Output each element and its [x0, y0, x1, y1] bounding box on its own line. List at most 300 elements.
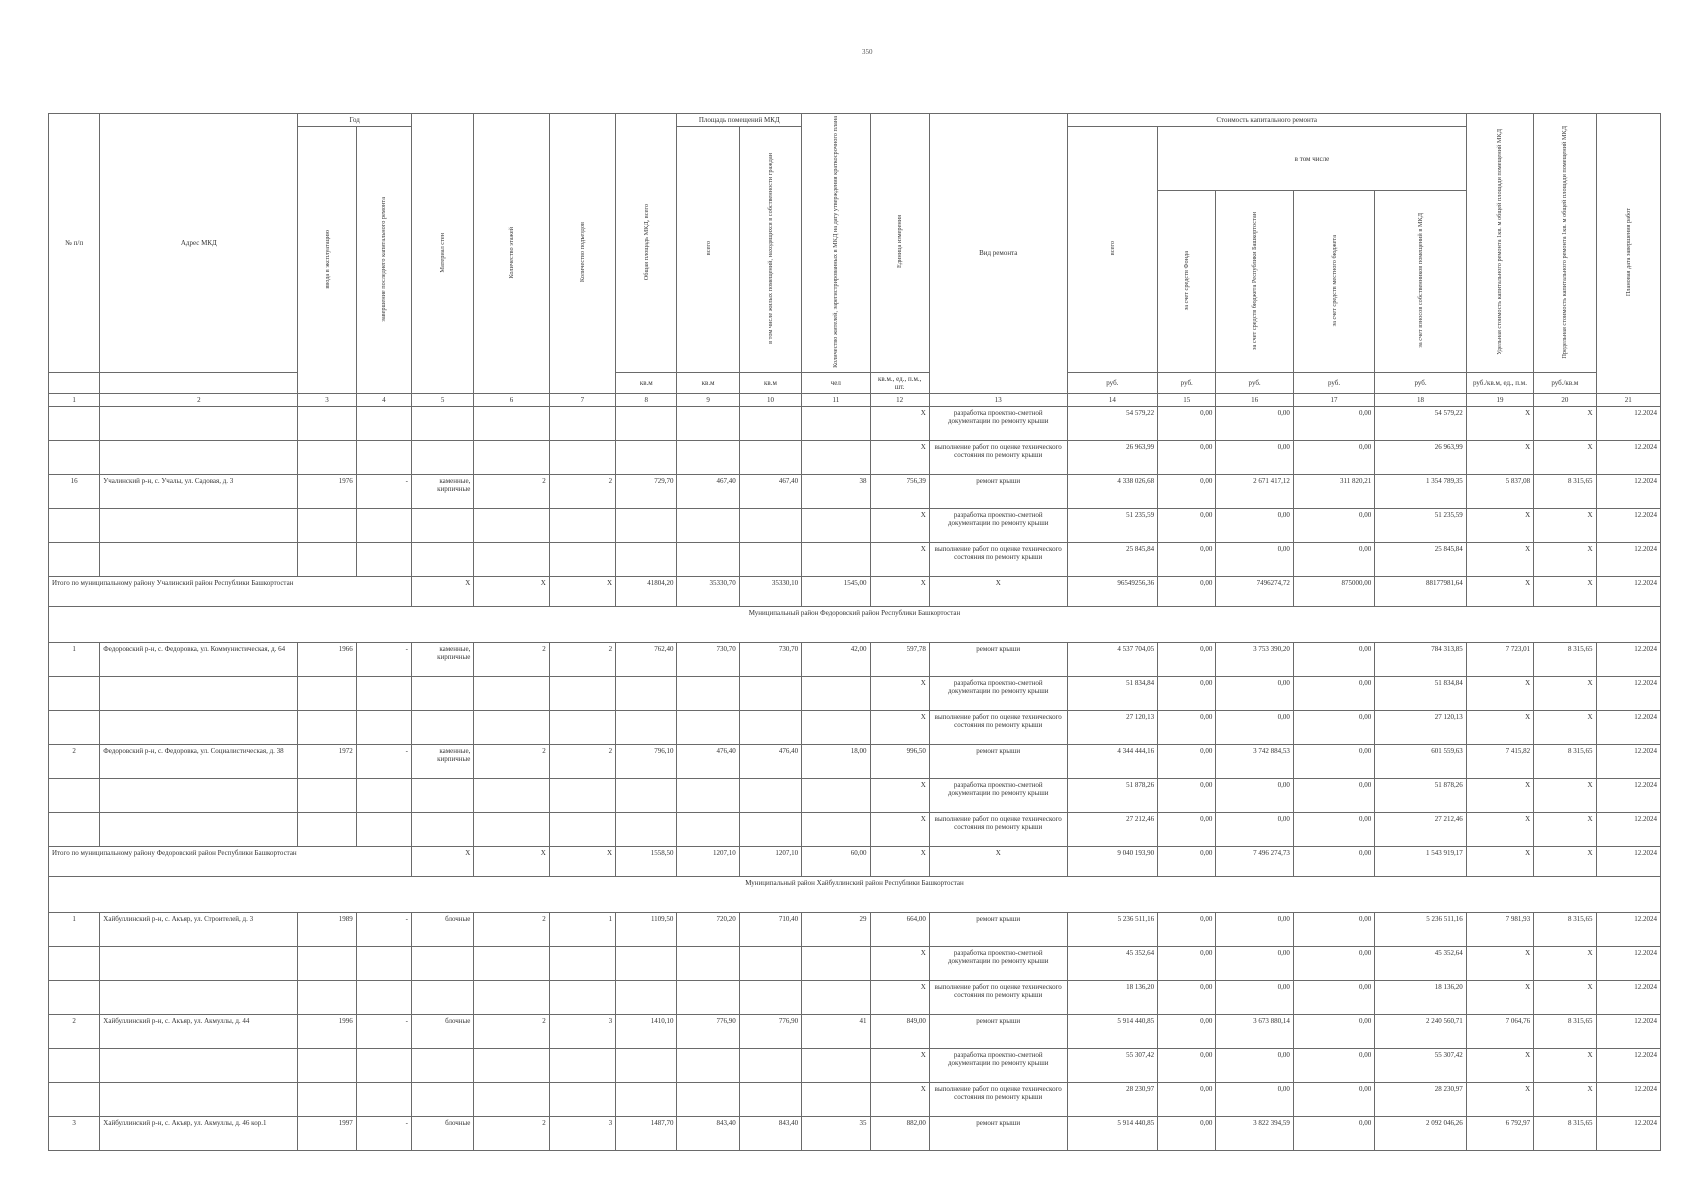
table-row [49, 912, 1661, 946]
row-address [100, 406, 298, 440]
row-residents [802, 1048, 870, 1082]
row-c20: X [1534, 508, 1596, 542]
row-c17: 0,00 [1293, 812, 1374, 846]
row-c18: 784 313,85 [1375, 642, 1467, 676]
row-entrances [549, 812, 615, 846]
row-area-total: 476,40 [677, 744, 739, 778]
row-c19: 7 723,01 [1466, 642, 1533, 676]
row-c18: 51 834,84 [1375, 676, 1467, 710]
row-address [100, 946, 298, 980]
row-c15: 0,00 [1158, 440, 1216, 474]
row-area-residential: 730,70 [739, 642, 801, 676]
row-c19: X [1466, 508, 1533, 542]
row-c19: X [1466, 1048, 1533, 1082]
unit-c12: кв.м., ед., п.м., шт. [870, 372, 929, 393]
row-entrances: 2 [549, 474, 615, 508]
row-c15: 0,00 [1158, 1048, 1216, 1082]
row-c18: 25 845,84 [1375, 542, 1467, 576]
total-row [49, 576, 1661, 606]
row-floors [474, 980, 549, 1014]
row-entrances [549, 440, 615, 474]
row-c17: 0,00 [1293, 846, 1374, 876]
row-area-total [677, 812, 739, 846]
colnum: 12 [870, 393, 929, 406]
row-repair-type: разработка проектно-сметной документации по ремонту крыши [929, 1048, 1067, 1082]
row-c18: 601 559,63 [1375, 744, 1467, 778]
colnum: 13 [929, 393, 1067, 406]
row-c17: 0,00 [1293, 1116, 1374, 1150]
row-wall-material: блочные [412, 912, 474, 946]
row-c14: 51 235,59 [1067, 508, 1158, 542]
row-c15: 0,00 [1158, 576, 1216, 606]
row-c18: 51 878,26 [1375, 778, 1467, 812]
unit-blank-2 [100, 372, 298, 393]
colnum: 14 [1067, 393, 1158, 406]
row-c21: 12.2024 [1596, 406, 1661, 440]
row-c14: 5 236 511,16 [1067, 912, 1158, 946]
row-residents [802, 946, 870, 980]
row-unit: X [870, 946, 929, 980]
row-c16: 0,00 [1216, 912, 1293, 946]
total-c10: 1207,10 [739, 846, 801, 876]
row-area-residential: 467,40 [739, 474, 801, 508]
row-area-residential: 476,40 [739, 744, 801, 778]
row-c19: X [1466, 576, 1533, 606]
row-c15: 0,00 [1158, 1116, 1216, 1150]
row-residents: 42,00 [802, 642, 870, 676]
row-entrances: 1 [549, 912, 615, 946]
row-residents [802, 676, 870, 710]
row-c19: X [1466, 406, 1533, 440]
row-c18: 45 352,64 [1375, 946, 1467, 980]
row-c14: 4 344 444,16 [1067, 744, 1158, 778]
row-total-area [616, 980, 677, 1014]
row-repair-type: выполнение работ по оценке технического состояния по ремонту крыши [929, 710, 1067, 744]
row-area-residential [739, 406, 801, 440]
row-c16: 0,00 [1216, 440, 1293, 474]
row-number [49, 946, 100, 980]
hdr-num: № п/п [49, 114, 100, 373]
colnum: 9 [677, 393, 739, 406]
row-entrances: 2 [549, 642, 615, 676]
row-c19: X [1466, 846, 1533, 876]
row-c21: 12.2024 [1596, 710, 1661, 744]
row-c14: 45 352,64 [1067, 946, 1158, 980]
row-c16: 0,00 [1216, 1082, 1293, 1116]
row-residents: 29 [802, 912, 870, 946]
hdr-completion-date: Плановая дата завершения работ [1624, 208, 1632, 297]
colnum: 20 [1534, 393, 1596, 406]
row-c14: 9 040 193,90 [1067, 846, 1158, 876]
row-c18: 5 236 511,16 [1375, 912, 1467, 946]
colnum: 6 [474, 393, 549, 406]
hdr-local-budget: за счет средств местного бюджета [1330, 234, 1338, 327]
row-wall-material [412, 778, 474, 812]
row-unit: X [870, 1082, 929, 1116]
row-unit: 882,00 [870, 1116, 929, 1150]
row-total-area [616, 508, 677, 542]
row-repair-type: разработка проектно-сметной документации по ремонту крыши [929, 946, 1067, 980]
row-entrances: 3 [549, 1116, 615, 1150]
row-c16: 0,00 [1216, 406, 1293, 440]
row-residents [802, 542, 870, 576]
colnum: 21 [1596, 393, 1661, 406]
row-c15: 0,00 [1158, 542, 1216, 576]
row-unit: X [870, 508, 929, 542]
table-row [49, 676, 1661, 710]
row-c20: X [1534, 846, 1596, 876]
unit-c15: руб. [1158, 372, 1216, 393]
colnum: 5 [412, 393, 474, 406]
row-number [49, 812, 100, 846]
hdr-last-repair: завершение последнего капитального ремонта [380, 196, 388, 322]
row-address [100, 542, 298, 576]
row-unit: X [870, 778, 929, 812]
row-c14: 27 120,13 [1067, 710, 1158, 744]
total-label: Итого по муниципальному району Федоровский район Республики Башкортостан [49, 846, 412, 876]
row-unit: 756,39 [870, 474, 929, 508]
row-c17: 0,00 [1293, 676, 1374, 710]
row-c20: X [1534, 440, 1596, 474]
row-repair-type: ремонт крыши [929, 1116, 1067, 1150]
row-floors: 2 [474, 1116, 549, 1150]
unit-c17: руб. [1293, 372, 1374, 393]
row-c17: 0,00 [1293, 440, 1374, 474]
row-commissioning-year [298, 946, 356, 980]
row-c21: 12.2024 [1596, 1014, 1661, 1048]
unit-c11: чел [802, 372, 870, 393]
row-number [49, 1082, 100, 1116]
row-address [100, 980, 298, 1014]
row-c15: 0,00 [1158, 980, 1216, 1014]
row-c14: 51 834,84 [1067, 676, 1158, 710]
colnum: 11 [802, 393, 870, 406]
row-c20: X [1534, 676, 1596, 710]
row-residents [802, 440, 870, 474]
colnum: 17 [1293, 393, 1374, 406]
row-address [100, 778, 298, 812]
row-c21: 12.2024 [1596, 474, 1661, 508]
row-floors [474, 542, 549, 576]
total-c8: 41804,20 [616, 576, 677, 606]
row-residents [802, 778, 870, 812]
hdr-unit: Единица измерения [896, 215, 904, 269]
row-area-total: 843,40 [677, 1116, 739, 1150]
row-address: Федоровский р-н, с. Федоровка, ул. Социалистическая, д. 38 [100, 744, 298, 778]
row-c19: 6 792,97 [1466, 1116, 1533, 1150]
row-repair-type: выполнение работ по оценке технического состояния по ремонту крыши [929, 980, 1067, 1014]
row-commissioning-year [298, 1048, 356, 1082]
row-wall-material [412, 440, 474, 474]
row-floors: 2 [474, 642, 549, 676]
table-row [49, 1048, 1661, 1082]
hdr-area-total: всего [704, 241, 712, 256]
row-c21: 12.2024 [1596, 912, 1661, 946]
row-floors [474, 406, 549, 440]
row-last-repair [356, 946, 411, 980]
row-area-residential [739, 508, 801, 542]
row-c20: 8 315,65 [1534, 1116, 1596, 1150]
row-residents [802, 406, 870, 440]
row-c20: X [1534, 1048, 1596, 1082]
row-c18: 26 963,99 [1375, 440, 1467, 474]
column-number-row [49, 393, 1661, 406]
row-c15: 0,00 [1158, 710, 1216, 744]
row-residents: 35 [802, 1116, 870, 1150]
row-c16: 0,00 [1216, 1048, 1293, 1082]
row-c19: 5 837,08 [1466, 474, 1533, 508]
unit-c19: руб./кв.м, ед., п.м. [1466, 372, 1533, 393]
row-c18: 2 240 560,71 [1375, 1014, 1467, 1048]
row-entrances [549, 980, 615, 1014]
row-total-area [616, 946, 677, 980]
repair-plan-table [48, 113, 1661, 1151]
row-c14: 55 307,42 [1067, 1048, 1158, 1082]
row-c20: X [1534, 812, 1596, 846]
row-area-total [677, 406, 739, 440]
total-label: Итого по муниципальному району Учалинский район Республики Башкортостан [49, 576, 412, 606]
row-wall-material [412, 1048, 474, 1082]
row-c21: 12.2024 [1596, 778, 1661, 812]
row-wall-material: каменные, кирпичные [412, 474, 474, 508]
row-c19: X [1466, 946, 1533, 980]
row-address [100, 812, 298, 846]
row-area-residential [739, 440, 801, 474]
row-c18: 2 092 046,26 [1375, 1116, 1467, 1150]
row-c20: 8 315,65 [1534, 474, 1596, 508]
row-number: 3 [49, 1116, 100, 1150]
row-unit: X [870, 1048, 929, 1082]
row-c16: 3 753 390,20 [1216, 642, 1293, 676]
row-c16: 0,00 [1216, 980, 1293, 1014]
row-last-repair [356, 1048, 411, 1082]
row-floors [474, 440, 549, 474]
row-c14: 4 338 026,68 [1067, 474, 1158, 508]
row-c15: 0,00 [1158, 406, 1216, 440]
row-c14: 26 963,99 [1067, 440, 1158, 474]
row-c21: 12.2024 [1596, 812, 1661, 846]
row-last-repair [356, 778, 411, 812]
row-floors [474, 946, 549, 980]
hdr-republic-budget: за счет средств бюджета Республики Башкортостан [1251, 211, 1259, 350]
row-last-repair: - [356, 474, 411, 508]
row-residents [802, 1082, 870, 1116]
row-c16: 3 822 394,59 [1216, 1116, 1293, 1150]
section-header-row [49, 606, 1661, 642]
row-unit: X [870, 676, 929, 710]
row-c20: X [1534, 946, 1596, 980]
row-wall-material [412, 1082, 474, 1116]
row-c16: 0,00 [1216, 676, 1293, 710]
unit-c8: кв.м [616, 372, 677, 393]
table-row [49, 542, 1661, 576]
unit-c14: руб. [1067, 372, 1158, 393]
colnum: 19 [1466, 393, 1533, 406]
row-c16: 0,00 [1216, 508, 1293, 542]
hdr-unit-cost: Удельная стоимость капитального ремонта 1кв. м общей площади помещений МКД [1496, 129, 1504, 355]
row-area-total: 467,40 [677, 474, 739, 508]
hdr-total-area: Общая площадь МКД, всего [642, 203, 650, 281]
row-address [100, 1082, 298, 1116]
row-area-residential [739, 676, 801, 710]
row-c19: 7 415,82 [1466, 744, 1533, 778]
row-area-total [677, 508, 739, 542]
section-header-row [49, 876, 1661, 912]
table-row [49, 710, 1661, 744]
row-c16: 3 742 884,53 [1216, 744, 1293, 778]
row-address [100, 508, 298, 542]
row-c19: 7 981,93 [1466, 912, 1533, 946]
row-entrances [549, 1082, 615, 1116]
total-c6: X [474, 846, 549, 876]
row-repair-type: выполнение работ по оценке технического состояния по ремонту крыши [929, 542, 1067, 576]
row-total-area [616, 812, 677, 846]
row-c17: 0,00 [1293, 744, 1374, 778]
row-c15: 0,00 [1158, 676, 1216, 710]
row-area-residential [739, 946, 801, 980]
unit-c18: руб. [1375, 372, 1467, 393]
row-entrances [549, 406, 615, 440]
row-unit: X [870, 440, 929, 474]
row-c17: 0,00 [1293, 778, 1374, 812]
row-floors [474, 812, 549, 846]
row-c18: 28 230,97 [1375, 1082, 1467, 1116]
row-entrances: 2 [549, 744, 615, 778]
row-c18: 27 120,13 [1375, 710, 1467, 744]
hdr-commissioning: ввода в эксплуатацию [323, 229, 331, 289]
row-wall-material [412, 812, 474, 846]
row-number: 2 [49, 744, 100, 778]
row-entrances [549, 778, 615, 812]
row-c17: 0,00 [1293, 642, 1374, 676]
total-c7: X [549, 846, 615, 876]
colnum: 4 [356, 393, 411, 406]
row-number [49, 508, 100, 542]
row-number [49, 440, 100, 474]
row-floors [474, 508, 549, 542]
row-c15: 0,00 [1158, 912, 1216, 946]
row-area-residential [739, 1082, 801, 1116]
colnum: 2 [100, 393, 298, 406]
row-repair-type: ремонт крыши [929, 642, 1067, 676]
row-c16: 0,00 [1216, 710, 1293, 744]
row-commissioning-year: 1996 [298, 1014, 356, 1048]
row-c19: X [1466, 778, 1533, 812]
hdr-cost-group: Стоимость капитального ремонта [1067, 114, 1466, 127]
table-row [49, 1082, 1661, 1116]
row-c17: 875000,00 [1293, 576, 1374, 606]
row-c19: X [1466, 440, 1533, 474]
row-wall-material [412, 946, 474, 980]
hdr-cost-total: всего [1108, 241, 1116, 256]
row-c20: X [1534, 778, 1596, 812]
unit-c10: кв.м [739, 372, 801, 393]
row-address: Хайбуллинский р-н, с. Акъяр, ул. Акмуллы, д. 44 [100, 1014, 298, 1048]
hdr-fund: за счет средств Фонда [1183, 250, 1191, 311]
row-c17: 0,00 [1293, 912, 1374, 946]
row-commissioning-year: 1976 [298, 474, 356, 508]
row-c14: 4 537 704,05 [1067, 642, 1158, 676]
row-wall-material: блочные [412, 1116, 474, 1150]
row-total-area: 796,10 [616, 744, 677, 778]
row-c18: 88177981,64 [1375, 576, 1467, 606]
total-c11: 60,00 [802, 846, 870, 876]
row-c20: X [1534, 710, 1596, 744]
row-wall-material [412, 710, 474, 744]
row-commissioning-year [298, 980, 356, 1014]
row-number [49, 710, 100, 744]
row-total-area [616, 778, 677, 812]
row-area-total: 720,20 [677, 912, 739, 946]
total-c9: 35330,70 [677, 576, 739, 606]
row-c15: 0,00 [1158, 812, 1216, 846]
row-last-repair [356, 710, 411, 744]
colnum: 1 [49, 393, 100, 406]
row-area-total [677, 1048, 739, 1082]
row-area-residential: 843,40 [739, 1116, 801, 1150]
colnum: 10 [739, 393, 801, 406]
row-number: 1 [49, 912, 100, 946]
total-c12: X [870, 846, 929, 876]
row-c19: X [1466, 710, 1533, 744]
row-unit: 664,00 [870, 912, 929, 946]
row-last-repair [356, 676, 411, 710]
row-wall-material [412, 676, 474, 710]
row-floors [474, 1048, 549, 1082]
row-last-repair [356, 812, 411, 846]
hdr-repair-type: Вид ремонта [929, 114, 1067, 394]
row-c20: 8 315,65 [1534, 744, 1596, 778]
row-commissioning-year [298, 1082, 356, 1116]
row-unit: 597,78 [870, 642, 929, 676]
table-row [49, 744, 1661, 778]
table-row [49, 778, 1661, 812]
row-address: Хайбуллинский р-н, с. Акъяр, ул. Акмуллы, д. 46 кор.1 [100, 1116, 298, 1150]
row-address: Хайбуллинский р-н, с. Акъяр, ул. Строителей, д. 3 [100, 912, 298, 946]
row-area-total: 776,90 [677, 1014, 739, 1048]
row-c14: 27 212,46 [1067, 812, 1158, 846]
row-c14: 54 579,22 [1067, 406, 1158, 440]
row-area-residential: 710,40 [739, 912, 801, 946]
row-number [49, 980, 100, 1014]
row-c21: 12.2024 [1596, 1082, 1661, 1116]
row-repair-type: разработка проектно-сметной документации по ремонту крыши [929, 508, 1067, 542]
row-c20: X [1534, 542, 1596, 576]
row-entrances [549, 542, 615, 576]
total-row [49, 846, 1661, 876]
hdr-year-group: Год [298, 114, 412, 127]
row-last-repair [356, 508, 411, 542]
row-repair-type: ремонт крыши [929, 474, 1067, 508]
section-title: Муниципальный район Хайбуллинский район Республики Башкортостан [49, 876, 1661, 912]
row-area-residential [739, 980, 801, 1014]
row-c19: X [1466, 1082, 1533, 1116]
row-c15: 0,00 [1158, 744, 1216, 778]
row-commissioning-year [298, 406, 356, 440]
row-c15: 0,00 [1158, 1082, 1216, 1116]
colnum: 18 [1375, 393, 1467, 406]
row-last-repair [356, 1082, 411, 1116]
row-c17: 0,00 [1293, 1082, 1374, 1116]
row-commissioning-year: 1972 [298, 744, 356, 778]
row-address [100, 440, 298, 474]
row-c20: X [1534, 980, 1596, 1014]
row-repair-type: выполнение работ по оценке технического состояния по ремонту крыши [929, 1082, 1067, 1116]
row-entrances: 3 [549, 1014, 615, 1048]
unit-c16: руб. [1216, 372, 1293, 393]
row-commissioning-year [298, 440, 356, 474]
table-row [49, 440, 1661, 474]
